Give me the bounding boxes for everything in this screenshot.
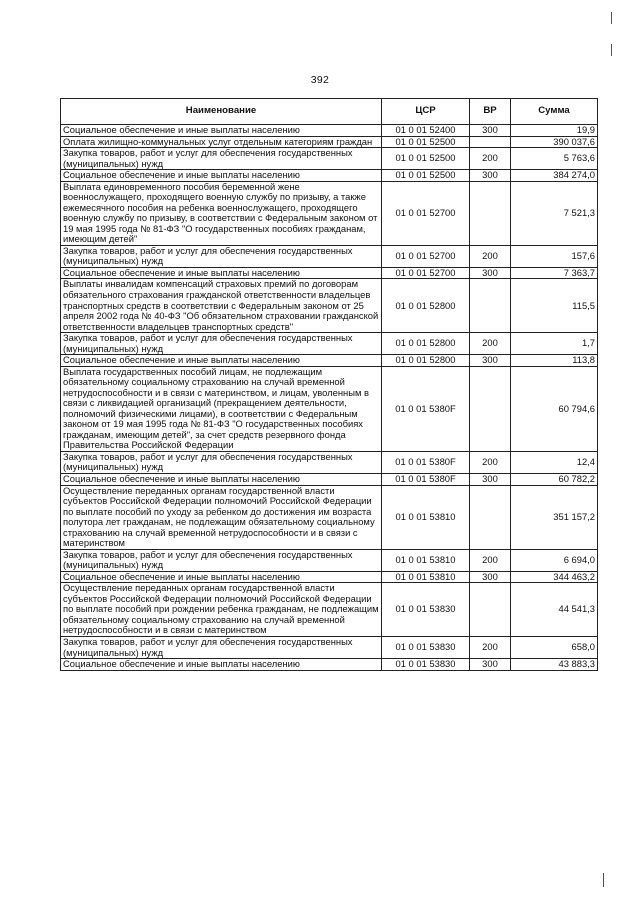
cell-vr: 200 xyxy=(470,245,511,267)
header-csr: ЦСР xyxy=(382,99,470,125)
cell-vr: 300 xyxy=(470,659,511,671)
table-row xyxy=(61,136,598,148)
cell-sum: 1,7 xyxy=(511,333,598,355)
cell-name: Осуществление переданных органам государственной власти субъектов Российской Федерации полномочий Российской Федерации по выплате пособий при рождении ребенка гражданам, не подлежащим обязательному социальному страхованию на случай временной нетрудоспособности и в связи с материнством xyxy=(61,583,382,637)
cell-vr: 200 xyxy=(470,148,511,170)
cell-csr: 01 0 01 52800 xyxy=(382,279,470,333)
table-row xyxy=(61,659,598,671)
table-row xyxy=(61,245,598,267)
cell-sum: 7 363,7 xyxy=(511,267,598,279)
table-row xyxy=(61,485,598,549)
cell-name: Социальное обеспечение и иные выплаты населению xyxy=(61,355,382,367)
table-row xyxy=(61,279,598,333)
header-sum: Сумма xyxy=(511,99,598,125)
cell-vr xyxy=(470,181,511,245)
header-row xyxy=(61,99,598,125)
cell-name: Социальное обеспечение и иные выплаты населению xyxy=(61,170,382,182)
table-row xyxy=(61,170,598,182)
cell-sum: 60 794,6 xyxy=(511,366,598,451)
table-body xyxy=(61,125,598,671)
scan-artifact xyxy=(611,12,612,24)
table-row xyxy=(61,333,598,355)
cell-name: Закупка товаров, работ и услуг для обеспечения государственных (муниципальных) нужд xyxy=(61,451,382,473)
cell-name: Закупка товаров, работ и услуг для обеспечения государственных (муниципальных) нужд xyxy=(61,333,382,355)
cell-csr: 01 0 01 52500 xyxy=(382,170,470,182)
cell-sum: 113,8 xyxy=(511,355,598,367)
table-row xyxy=(61,125,598,137)
cell-vr: 200 xyxy=(470,549,511,571)
cell-name: Оплата жилищно-коммунальных услуг отдельным категориям граждан xyxy=(61,136,382,148)
table-row xyxy=(61,583,598,637)
table-row xyxy=(61,474,598,486)
cell-sum: 157,6 xyxy=(511,245,598,267)
cell-csr: 01 0 01 52500 xyxy=(382,148,470,170)
cell-vr: 200 xyxy=(470,636,511,658)
header-name: Наименование xyxy=(61,99,382,125)
cell-csr: 01 0 01 53810 xyxy=(382,549,470,571)
cell-csr: 01 0 01 52700 xyxy=(382,245,470,267)
table-row xyxy=(61,636,598,658)
cell-csr: 01 0 01 52700 xyxy=(382,267,470,279)
table-row xyxy=(61,267,598,279)
page-number: 392 xyxy=(310,74,330,86)
table-row xyxy=(61,148,598,170)
cell-sum: 5 763,6 xyxy=(511,148,598,170)
cell-csr: 01 0 01 52800 xyxy=(382,333,470,355)
cell-vr: 300 xyxy=(470,355,511,367)
cell-csr: 01 0 01 5380F xyxy=(382,451,470,473)
cell-sum: 7 521,3 xyxy=(511,181,598,245)
cell-name: Выплата единовременного пособия беременной жене военнослужащего, проходящего военную службу по призыву, а также ежемесячного пособия на ребенка военнослужащего, проходящего военную службу по призыву, в соответствии с Федеральным законом от 19 мая 1995 года № 81-ФЗ "О государственных пособиях гражданам, имеющим детей" xyxy=(61,181,382,245)
cell-name: Выплата государственных пособий лицам, не подлежащим обязательному социальному страхованию на случай временной нетрудоспособности и в связи с материнством, и лицам, уволенным в связи с ликвидацией организаций (прекращением деятельности, полномочий физическими лицами), в соответствии с Федеральным законом от 19 мая 1995 года № 81-ФЗ "О государственных пособиях гражданам, имеющим детей", за счет средств резервного фонда Правительства Российской Федерации xyxy=(61,366,382,451)
cell-vr xyxy=(470,136,511,148)
cell-csr: 01 0 01 53830 xyxy=(382,636,470,658)
cell-name: Социальное обеспечение и иные выплаты населению xyxy=(61,571,382,583)
cell-csr: 01 0 01 52400 xyxy=(382,125,470,137)
cell-sum: 351 157,2 xyxy=(511,485,598,549)
cell-sum: 658,0 xyxy=(511,636,598,658)
cell-name: Социальное обеспечение и иные выплаты населению xyxy=(61,267,382,279)
cell-csr: 01 0 01 53810 xyxy=(382,571,470,583)
table-row xyxy=(61,549,598,571)
cell-csr: 01 0 01 53830 xyxy=(382,659,470,671)
cell-csr: 01 0 01 52500 xyxy=(382,136,470,148)
cell-csr: 01 0 01 53810 xyxy=(382,485,470,549)
cell-name: Закупка товаров, работ и услуг для обеспечения государственных (муниципальных) нужд xyxy=(61,636,382,658)
budget-table xyxy=(60,98,598,671)
cell-name: Социальное обеспечение и иные выплаты населению xyxy=(61,125,382,137)
header-vr: ВР xyxy=(470,99,511,125)
cell-sum: 12,4 xyxy=(511,451,598,473)
cell-name: Закупка товаров, работ и услуг для обеспечения государственных (муниципальных) нужд xyxy=(61,245,382,267)
table-row xyxy=(61,451,598,473)
cell-vr: 200 xyxy=(470,333,511,355)
cell-csr: 01 0 01 5380F xyxy=(382,474,470,486)
cell-vr: 300 xyxy=(470,474,511,486)
table-row xyxy=(61,181,598,245)
cell-name: Выплаты инвалидам компенсаций страховых премий по договорам обязательного страхования гражданской ответственности владельцев транспортных средств в соответствии с Федеральным законом от 25 апреля 2002 года № 40-ФЗ "Об обязательном страховании гражданской ответственности владельцев транспортных средств" xyxy=(61,279,382,333)
scan-artifact xyxy=(611,44,612,56)
cell-name: Закупка товаров, работ и услуг для обеспечения государственных (муниципальных) нужд xyxy=(61,148,382,170)
scan-artifact xyxy=(603,873,604,887)
cell-csr: 01 0 01 52700 xyxy=(382,181,470,245)
cell-name: Социальное обеспечение и иные выплаты населению xyxy=(61,474,382,486)
cell-sum: 44 541,3 xyxy=(511,583,598,637)
cell-csr: 01 0 01 5380F xyxy=(382,366,470,451)
cell-name: Осуществление переданных органам государственной власти субъектов Российской Федерации полномочий Российской Федерации по выплате пособий по уходу за ребенком до достижения им возраста полутора лет гражданам, не подлежащим обязательному социальному страхованию на случай временной нетрудоспособности и в связи с материнством xyxy=(61,485,382,549)
cell-vr xyxy=(470,366,511,451)
cell-sum: 43 883,3 xyxy=(511,659,598,671)
cell-sum: 19,9 xyxy=(511,125,598,137)
cell-vr xyxy=(470,485,511,549)
cell-csr: 01 0 01 53830 xyxy=(382,583,470,637)
cell-sum: 390 037,6 xyxy=(511,136,598,148)
cell-vr: 300 xyxy=(470,571,511,583)
cell-sum: 384 274,0 xyxy=(511,170,598,182)
cell-vr: 200 xyxy=(470,451,511,473)
cell-sum: 60 782,2 xyxy=(511,474,598,486)
cell-sum: 6 694,0 xyxy=(511,549,598,571)
cell-vr: 300 xyxy=(470,267,511,279)
cell-sum: 344 463,2 xyxy=(511,571,598,583)
cell-vr xyxy=(470,279,511,333)
table-row xyxy=(61,366,598,451)
cell-name: Закупка товаров, работ и услуг для обеспечения государственных (муниципальных) нужд xyxy=(61,549,382,571)
cell-name: Социальное обеспечение и иные выплаты населению xyxy=(61,659,382,671)
cell-vr xyxy=(470,583,511,637)
cell-vr: 300 xyxy=(470,125,511,137)
table-row xyxy=(61,355,598,367)
table-header xyxy=(61,99,598,125)
table-row xyxy=(61,571,598,583)
cell-csr: 01 0 01 52800 xyxy=(382,355,470,367)
cell-sum: 115,5 xyxy=(511,279,598,333)
cell-vr: 300 xyxy=(470,170,511,182)
